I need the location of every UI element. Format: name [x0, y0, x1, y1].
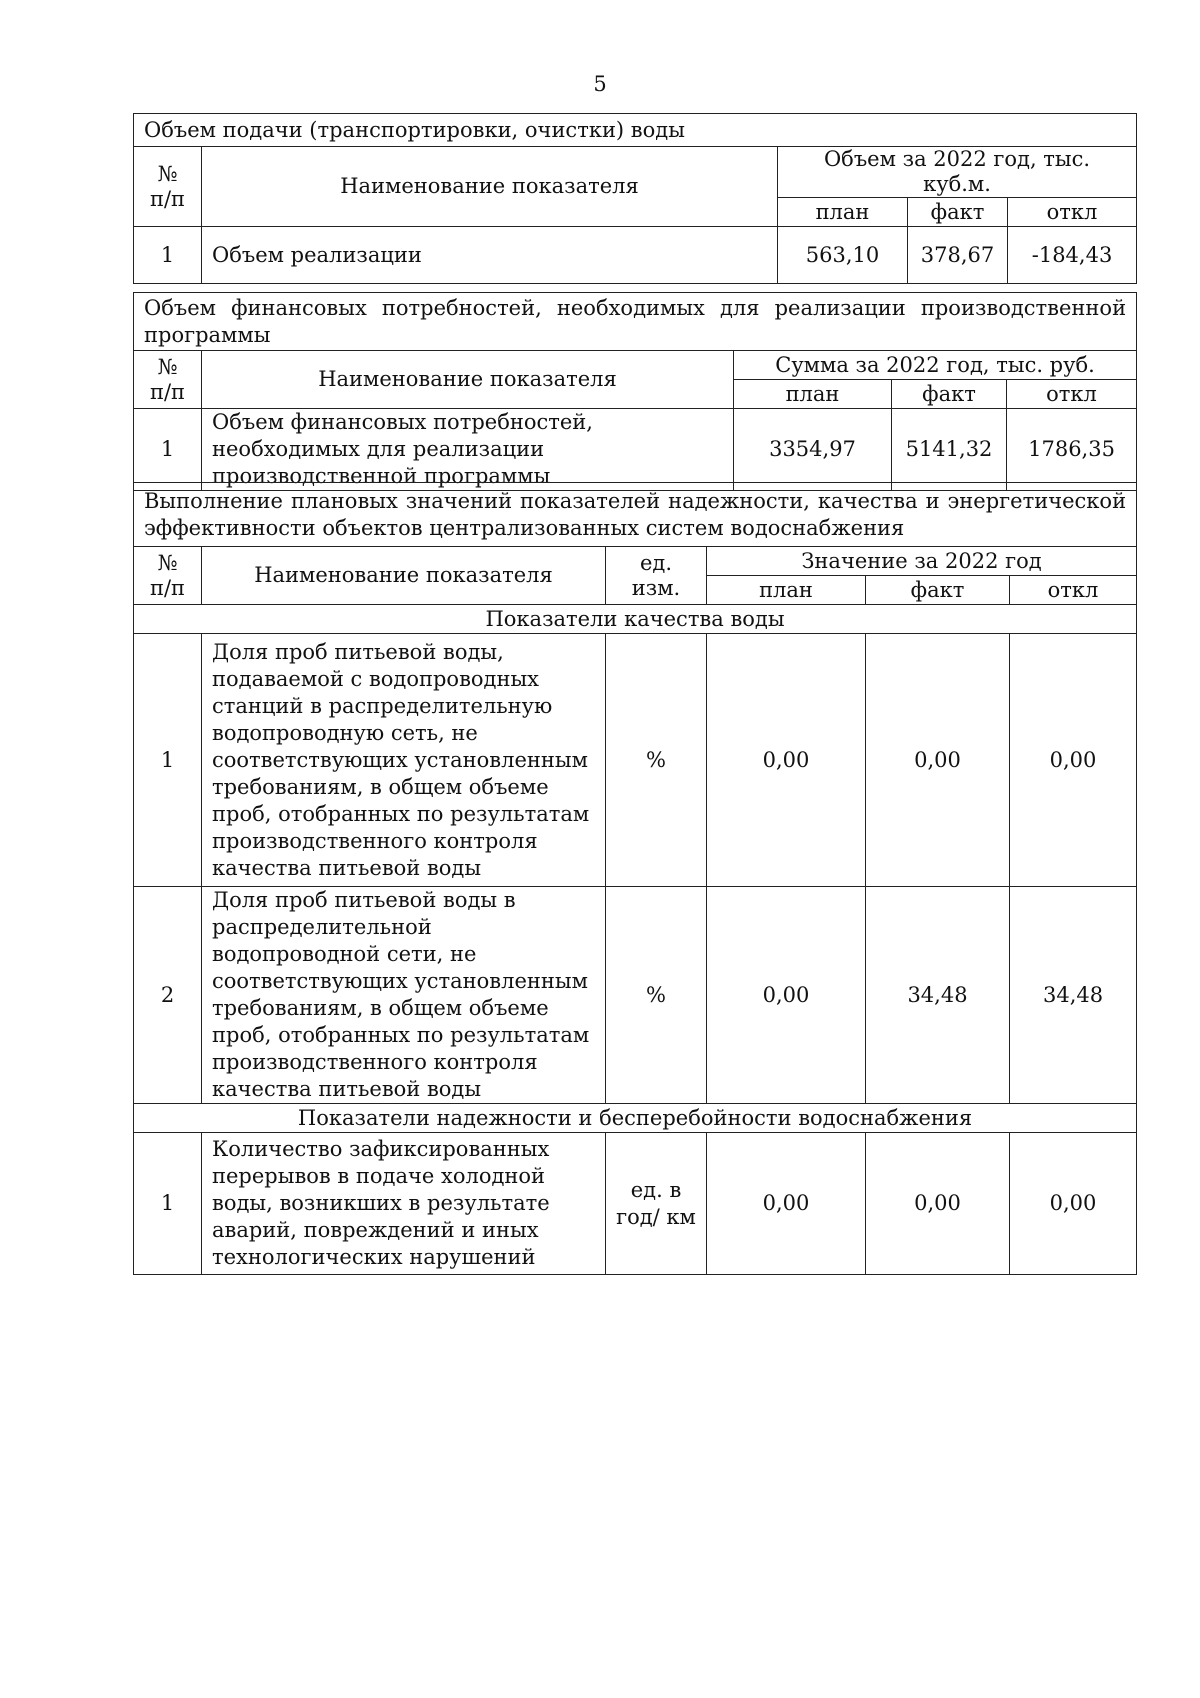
row-fact: 378,67: [908, 227, 1008, 284]
col-name-header: Наименование показателя: [202, 547, 606, 605]
row-name: Объем реализации: [202, 227, 778, 284]
row-no: 1: [134, 227, 202, 284]
row-dev: 0,00: [1010, 1133, 1137, 1275]
table-row: [134, 887, 1137, 1104]
col-group-header: Значение за 2022 год: [707, 547, 1137, 576]
col-no-line2: п/п: [149, 379, 186, 404]
col-unit-header: [606, 547, 707, 605]
col-fact-header: факт: [866, 576, 1010, 605]
financial-needs-table: [133, 292, 1137, 491]
row-unit: ед. в год/ км: [606, 1133, 707, 1275]
col-no-header: [134, 351, 202, 409]
col-unit-line2: изм.: [631, 575, 681, 600]
col-name-header: Наименование показателя: [202, 147, 778, 227]
col-no-header: [134, 547, 202, 605]
row-plan: 563,10: [778, 227, 908, 284]
row-name: Количество зафиксированных перерывов в подаче холодной воды, возникших в результате аварий, повреждений и иных технологических нарушений: [202, 1133, 606, 1275]
page-number: 5: [593, 72, 607, 96]
row-dev: 0,00: [1010, 634, 1137, 887]
row-dev: 1786,35: [1007, 409, 1137, 491]
table-row: [134, 634, 1137, 887]
row-name: Объем финансовых потребностей, необходимых для реализации производственной программы: [202, 409, 734, 491]
table-row: [134, 227, 1137, 284]
table-caption: Выполнение плановых значений показателей надежности, качества и энергетической эффективности объектов централизованных систем водоснабжения: [134, 483, 1137, 547]
row-dev: 34,48: [1010, 887, 1137, 1104]
row-plan: 0,00: [707, 887, 866, 1104]
col-dev-header: откл: [1008, 198, 1137, 227]
col-name-header: Наименование показателя: [202, 351, 734, 409]
col-fact-header: факт: [908, 198, 1008, 227]
row-name: Доля проб питьевой воды в распределительной водопроводной сети, не соответствующих установленным требованиям, в общем объеме проб, отобранных по результатам производственного контроля качества питьевой воды: [202, 887, 606, 1104]
col-no-line1: №: [157, 161, 178, 186]
row-no: 1: [134, 409, 202, 491]
row-no: 2: [134, 887, 202, 1104]
col-plan-header: план: [707, 576, 866, 605]
row-fact: 5141,32: [892, 409, 1007, 491]
row-fact: 34,48: [866, 887, 1010, 1104]
table-row: [134, 1133, 1137, 1275]
row-no: 1: [134, 634, 202, 887]
col-group-header: Объем за 2022 год, тыс. куб.м.: [778, 147, 1137, 198]
row-plan: 3354,97: [734, 409, 892, 491]
row-dev: -184,43: [1008, 227, 1137, 284]
col-group-header: Сумма за 2022 год, тыс. руб.: [734, 351, 1137, 380]
table-caption: Объем подачи (транспортировки, очистки) воды: [134, 114, 1137, 147]
col-dev-header: откл: [1010, 576, 1137, 605]
table-caption: Объем финансовых потребностей, необходимых для реализации производственной программы: [134, 293, 1137, 351]
row-plan: 0,00: [707, 634, 866, 887]
row-no: 1: [134, 1133, 202, 1275]
col-unit-line1: ед.: [639, 550, 673, 575]
row-plan: 0,00: [707, 1133, 866, 1275]
row-name: Доля проб питьевой воды, подаваемой с водопроводных станций в распределительную водопроводную сеть, не соответствующих установленным требованиям, в общем объеме проб, отобранных по результатам производственного контроля качества питьевой воды: [202, 634, 606, 887]
col-no-line2: п/п: [149, 575, 186, 600]
row-unit: %: [606, 634, 707, 887]
water-volume-table: [133, 113, 1137, 284]
reliability-quality-table: [133, 482, 1137, 1275]
col-plan-header: план: [734, 380, 892, 409]
col-no-header: [134, 147, 202, 227]
section-header-reliability: Показатели надежности и бесперебойности водоснабжения: [134, 1104, 1137, 1133]
section-header-quality: Показатели качества воды: [134, 605, 1137, 634]
col-no-line2: п/п: [149, 186, 186, 211]
row-unit: %: [606, 887, 707, 1104]
col-plan-header: план: [778, 198, 908, 227]
col-fact-header: факт: [892, 380, 1007, 409]
col-dev-header: откл: [1007, 380, 1137, 409]
table-row: [134, 409, 1137, 491]
row-fact: 0,00: [866, 1133, 1010, 1275]
col-no-line1: №: [157, 354, 178, 379]
row-fact: 0,00: [866, 634, 1010, 887]
col-no-line1: №: [157, 550, 178, 575]
